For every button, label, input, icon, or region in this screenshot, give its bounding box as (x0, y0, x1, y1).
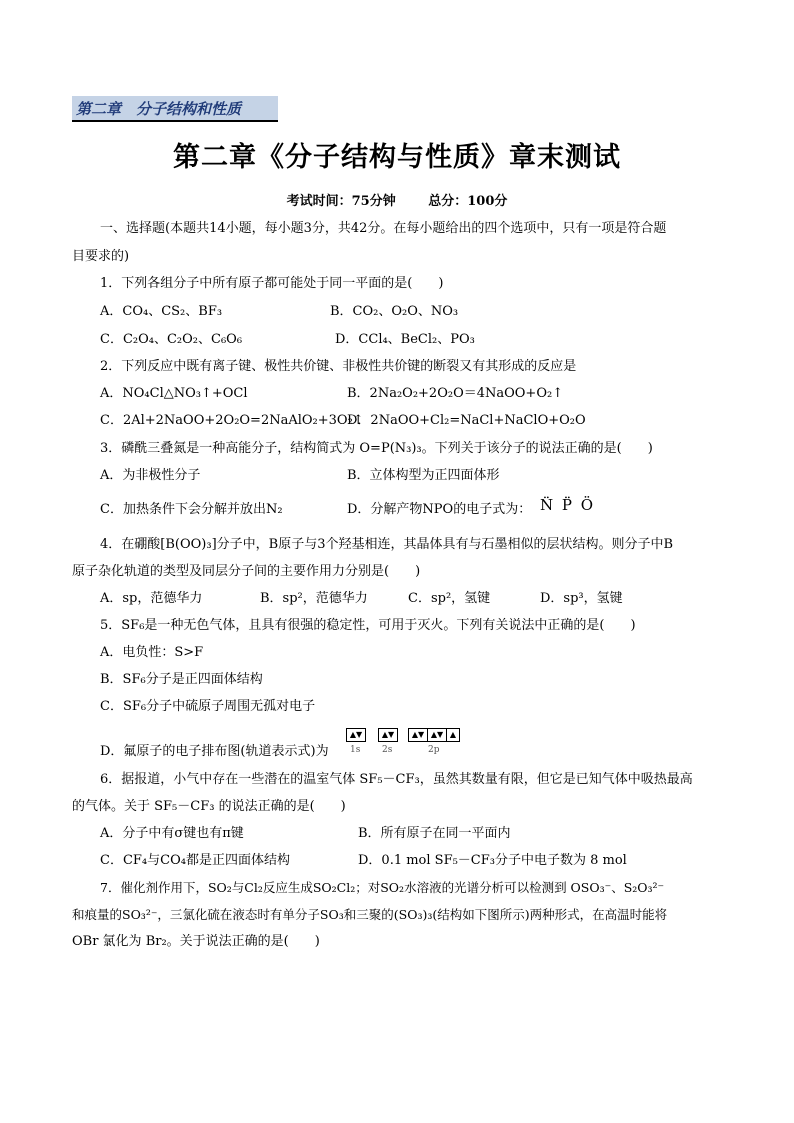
q3-stem: 3．磷酰三叠氮是一种高能分子，结构简式为 O=P(N₃)₃。下列关于该分子的说法正确的是( ) (100, 441, 653, 456)
q7-stem-end: OBr 氯化为 Br₂。关于说法正确的是( ) (72, 934, 320, 949)
total-score: 总分：100分 (428, 194, 508, 209)
arrow-pair-icon: ▲▼ (409, 729, 428, 741)
q4-option-b: B．sp²，范德华力 (260, 591, 368, 606)
q3-option-c: C．加热条件下会分解并放出N₂ (100, 502, 283, 517)
arrow-up-icon: ▲ (449, 730, 457, 739)
q5-option-d: D．氟原子的电子排布图(轨道表示式)为 (100, 744, 329, 759)
q6-option-a: A．分子中有σ键也有π键 (100, 826, 244, 841)
q3-option-d: D．分解产物NPO的电子式为： (347, 502, 532, 517)
orbital-2s-box (378, 728, 398, 742)
npo-electron-formula: N̈ P̈ Ö (540, 496, 596, 514)
q2-option-c: C．2Al+2NaOO+2O₂O=2NaAlO₂+3O₂↑ (100, 413, 364, 428)
exam-time: 考试时间：75分钟 (286, 194, 396, 209)
q7-stem: 7．催化剂作用下，SO₂与Cl₂反应生成SO₂Cl₂；对SO₂水溶液的光谱分析可以检测到 OSO₃⁻、S₂O₃²⁻ (100, 880, 665, 895)
q5-option-c: C．SF₆分子中硫原子周围无孤对电子 (100, 699, 316, 714)
q7-stem-cont: 和痕量的SO₃²⁻，三氯化硫在液态时有单分子SO₃和三聚的(SO₃)₃(结构如下图所示)两种形式，在高温时能将 (72, 907, 668, 922)
q1-stem: 1．下列各组分子中所有原子都可能处于同一平面的是( ) (100, 276, 444, 291)
q1-option-c: C．C₂O₄、C₂O₂、C₆O₆ (100, 332, 243, 347)
q2-option-d: D．2NaOO+Cl₂=NaCl+NaClO+O₂O (347, 413, 586, 428)
page-title: 第二章《分子结构与性质》章末测试 (173, 142, 621, 173)
orbital-1s (346, 728, 366, 742)
q3-option-b: B．立体构型为正四面体形 (347, 468, 500, 483)
orbital-label-2s: 2s (382, 745, 393, 755)
q2-option-b: B．2Na₂O₂+2O₂O＝4NaOO+O₂↑ (347, 386, 564, 401)
q4-stem-cont: 原子杂化轨道的类型及同层分子间的主要作用力分别是( ) (72, 564, 421, 579)
orbital-label-1s: 1s (350, 745, 361, 755)
orbital-2s (378, 728, 398, 742)
q2-option-a: A．NO₄Cl△NO₃↑+OCl (100, 386, 248, 401)
orbital-2p-box (408, 728, 460, 742)
section-intro: 一、选择题(本题共14小题，每小题3分，共42分。在每小题给出的四个选项中，只有一项是符合题 (100, 221, 667, 236)
arrow-pair-icon: ▲▼ (381, 730, 395, 739)
q6-option-c: C．CF₄与CO₄都是正四面体结构 (100, 853, 290, 868)
arrow-pair-icon: ▲▼ (428, 729, 447, 741)
orbital-1s-box (346, 728, 366, 742)
q1-option-a: A．CO₄、CS₂、BF₃ (100, 304, 223, 319)
q3-option-a: A．为非极性分子 (100, 468, 201, 483)
arrow-pair-icon: ▲▼ (349, 730, 363, 739)
chapter-tag-text: 第二章 分子结构和性质 (76, 100, 242, 118)
q6-stem: 6．据报道，小气中存在一些潜在的温室气体 SF₅－CF₃，虽然其数量有限，但它是已知气体中吸热最高 (100, 772, 693, 787)
orbital-2p (408, 728, 460, 742)
q4-option-c: C．sp²，氢键 (408, 591, 491, 606)
q2-stem: 2．下列反应中既有离子键、极性共价键、非极性共价键的断裂又有其形成的反应是 (100, 359, 577, 374)
q6-stem-cont: 的气体。关于 SF₅－CF₃ 的说法正确的是( ) (72, 799, 346, 814)
q5-option-a: A．电负性：S>F (100, 645, 204, 660)
chapter-tag (72, 96, 278, 122)
section-intro-cont: 目要求的) (72, 249, 130, 264)
exam-info (0, 190, 794, 209)
q4-stem: 4．在硼酸[B(OO)₃]分子中，B原子与3个羟基相连，其晶体具有与石墨相似的层状结构。则分子中B (100, 537, 674, 552)
q4-option-d: D．sp³，氢键 (540, 591, 623, 606)
q6-option-d: D．0.1 mol SF₅－CF₃分子中电子数为 8 mol (358, 853, 627, 868)
orbital-label-2p: 2p (428, 745, 440, 755)
q4-option-a: A．sp，范德华力 (100, 591, 203, 606)
q1-option-b: B．CO₂、O₂O、NO₃ (330, 304, 459, 319)
q1-option-d: D．CCl₄、BeCl₂、PO₃ (335, 332, 475, 347)
q5-stem: 5．SF₆是一种无色气体，且具有很强的稳定性，可用于灭火。下列有关说法中正确的是( ) (100, 618, 636, 633)
q6-option-b: B．所有原子在同一平面内 (358, 826, 511, 841)
q5-option-b: B．SF₆分子是正四面体结构 (100, 672, 263, 687)
